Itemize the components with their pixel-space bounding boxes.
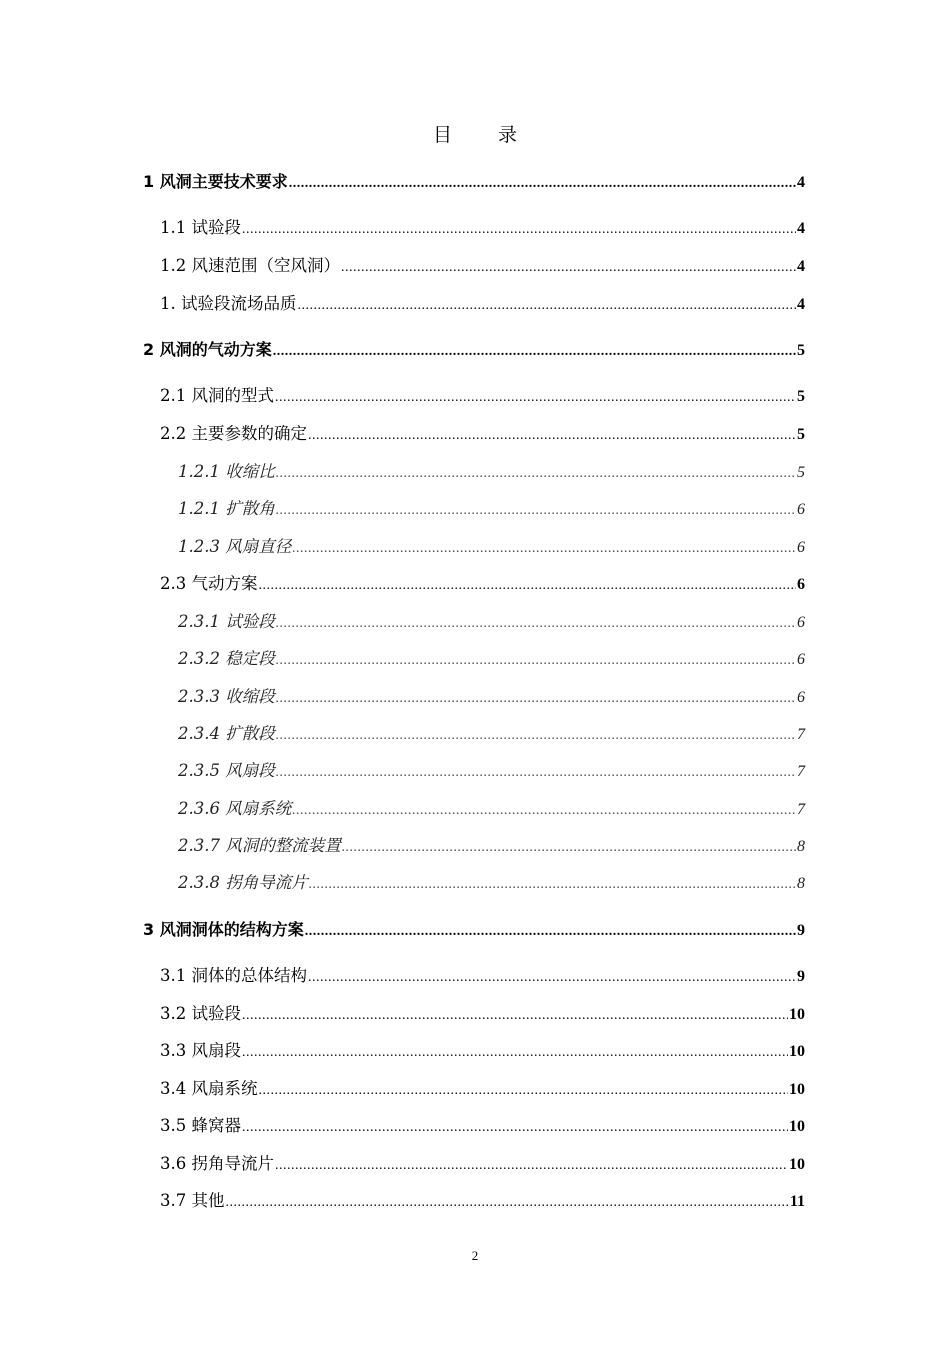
toc-entry-label: 3.7 其他 [160, 1191, 225, 1210]
toc-entry-label: 3.5 蜂窝器 [160, 1116, 241, 1135]
dot-leader [292, 799, 796, 823]
dot-leader [276, 612, 796, 636]
toc-entry-sub[interactable] [178, 797, 805, 821]
toc-entry-sub[interactable] [178, 460, 805, 484]
toc-entry-3-6[interactable] [160, 1152, 805, 1176]
dot-leader [226, 1191, 789, 1215]
toc-entry-sub[interactable] [178, 647, 805, 671]
toc-entry-chapter-2[interactable] [143, 338, 805, 362]
toc-entry-page: 5 [797, 426, 805, 443]
toc-entry-label: 1.2.3 风扇直径 [178, 537, 292, 556]
toc-entry-sub[interactable] [178, 685, 805, 709]
toc-entry-label: 3.4 风扇系统 [160, 1079, 258, 1098]
dot-leader [276, 761, 796, 785]
toc-entry-label: 2.3.6 风扇系统 [178, 799, 292, 818]
dot-leader [298, 294, 797, 318]
toc-entry-chapter-3[interactable] [143, 918, 805, 942]
toc-entry-3-2[interactable] [160, 1002, 805, 1026]
dot-leader [273, 340, 796, 364]
dot-leader [242, 1116, 788, 1140]
dot-leader [276, 724, 796, 748]
toc-entry-page: 8 [797, 838, 805, 855]
toc-entry-sub[interactable] [178, 834, 805, 858]
toc-entry-sub[interactable] [178, 610, 805, 634]
dot-leader [341, 256, 796, 280]
toc-entry-page: 6 [797, 576, 805, 593]
toc-entry-page: 5 [797, 388, 805, 405]
toc-entry-label: 2.1 风洞的型式 [160, 386, 274, 405]
toc-entry-page: 4 [797, 258, 805, 275]
toc-title: 目 录 [432, 124, 538, 146]
toc-entry-1-3[interactable] [160, 292, 805, 316]
dot-leader [275, 1154, 788, 1178]
dot-leader [309, 873, 796, 897]
toc-entry-3-1[interactable] [160, 964, 805, 988]
toc-entry-label: 2.2 主要参数的确定 [160, 424, 307, 443]
toc-entry-label: 2.3 气动方案 [160, 574, 258, 593]
toc-entry-label: 3 风洞洞体的结构方案 [143, 920, 304, 939]
toc-entry-label: 1.2 风速范围（空风洞） [160, 256, 340, 275]
toc-entry-page: 4 [797, 174, 805, 191]
dot-leader [308, 966, 796, 990]
toc-entry-page: 5 [797, 342, 805, 359]
toc-entry-page: 9 [797, 968, 805, 985]
toc-entry-sub[interactable] [178, 722, 805, 746]
toc-entry-page: 11 [789, 1193, 805, 1210]
toc-entry-label: 2.3.8 拐角导流片 [178, 873, 308, 892]
toc-entry-chapter-1[interactable] [143, 170, 805, 194]
toc-entry-label: 2.3.7 风洞的整流装置 [178, 836, 341, 855]
toc-entry-label: 1.2.1 扩散角 [178, 499, 275, 518]
dot-leader [308, 424, 796, 448]
toc-entry-label: 3.1 洞体的总体结构 [160, 966, 307, 985]
toc-entry-page: 6 [797, 614, 805, 631]
toc-entry-label: 2.3.3 收缩段 [178, 687, 275, 706]
dot-leader [276, 499, 796, 523]
toc-entry-sub[interactable] [178, 759, 805, 783]
toc-entry-page: 10 [789, 1156, 805, 1173]
toc-entry-page: 10 [789, 1118, 805, 1135]
dot-leader [276, 462, 796, 486]
toc-entry-3-7[interactable] [160, 1189, 805, 1213]
toc-entry-sub[interactable] [178, 535, 805, 559]
dot-leader [242, 1041, 788, 1065]
toc-entry-label: 2 风洞的气动方案 [143, 340, 272, 359]
dot-leader [242, 1004, 788, 1028]
toc-entry-label: 2.3.5 风扇段 [178, 761, 275, 780]
dot-leader [276, 687, 796, 711]
toc-entry-page: 6 [797, 539, 805, 556]
toc-entry-1-2[interactable] [160, 254, 805, 278]
page-number: 2 [471, 1248, 479, 1263]
toc-entry-page: 7 [797, 726, 805, 743]
dot-leader [259, 574, 797, 598]
toc-entry-page: 10 [789, 1006, 805, 1023]
toc-entry-1-1[interactable] [160, 216, 805, 240]
toc-entry-page: 5 [797, 464, 805, 481]
toc-entry-page: 10 [789, 1043, 805, 1060]
toc-entry-label: 2.3.2 稳定段 [178, 649, 275, 668]
toc-entry-page: 7 [797, 763, 805, 780]
toc-entry-page: 4 [797, 296, 805, 313]
toc-entry-3-3[interactable] [160, 1039, 805, 1063]
toc-entry-page: 7 [797, 801, 805, 818]
toc-entry-label: 3.2 试验段 [160, 1004, 241, 1023]
toc-entry-page: 6 [797, 651, 805, 668]
toc-entry-sub[interactable] [178, 497, 805, 521]
toc-entry-page: 6 [797, 501, 805, 518]
toc-entry-page: 4 [797, 220, 805, 237]
dot-leader [259, 1079, 789, 1103]
dot-leader [292, 537, 796, 561]
toc-entry-label: 3.6 拐角导流片 [160, 1154, 274, 1173]
toc-entry-label: 1. 试验段流场品质 [160, 294, 297, 313]
toc-entry-2-3[interactable] [160, 572, 805, 596]
dot-leader [275, 386, 796, 410]
toc-entry-label: 1.2.1 收缩比 [178, 462, 275, 481]
toc-entry-page: 6 [797, 689, 805, 706]
dot-leader [342, 836, 796, 860]
dot-leader [242, 218, 796, 242]
toc-entry-page: 8 [797, 875, 805, 892]
dot-leader [289, 172, 796, 196]
toc-entry-label: 2.3.4 扩散段 [178, 724, 275, 743]
toc-entry-label: 1 风洞主要技术要求 [143, 172, 288, 191]
toc-entry-label: 1.1 试验段 [160, 218, 241, 237]
toc-entry-3-4[interactable] [160, 1077, 805, 1101]
dot-leader [276, 649, 796, 673]
dot-leader [305, 920, 796, 944]
toc-entry-2-2[interactable] [160, 422, 805, 446]
toc-entry-label: 3.3 风扇段 [160, 1041, 241, 1060]
toc-entry-page: 9 [797, 922, 805, 939]
toc-entry-3-5[interactable] [160, 1114, 805, 1138]
toc-entry-page: 10 [789, 1081, 805, 1098]
toc-entry-2-1[interactable] [160, 384, 805, 408]
toc-entry-label: 2.3.1 试验段 [178, 612, 275, 631]
toc-entry-sub[interactable] [178, 871, 805, 895]
